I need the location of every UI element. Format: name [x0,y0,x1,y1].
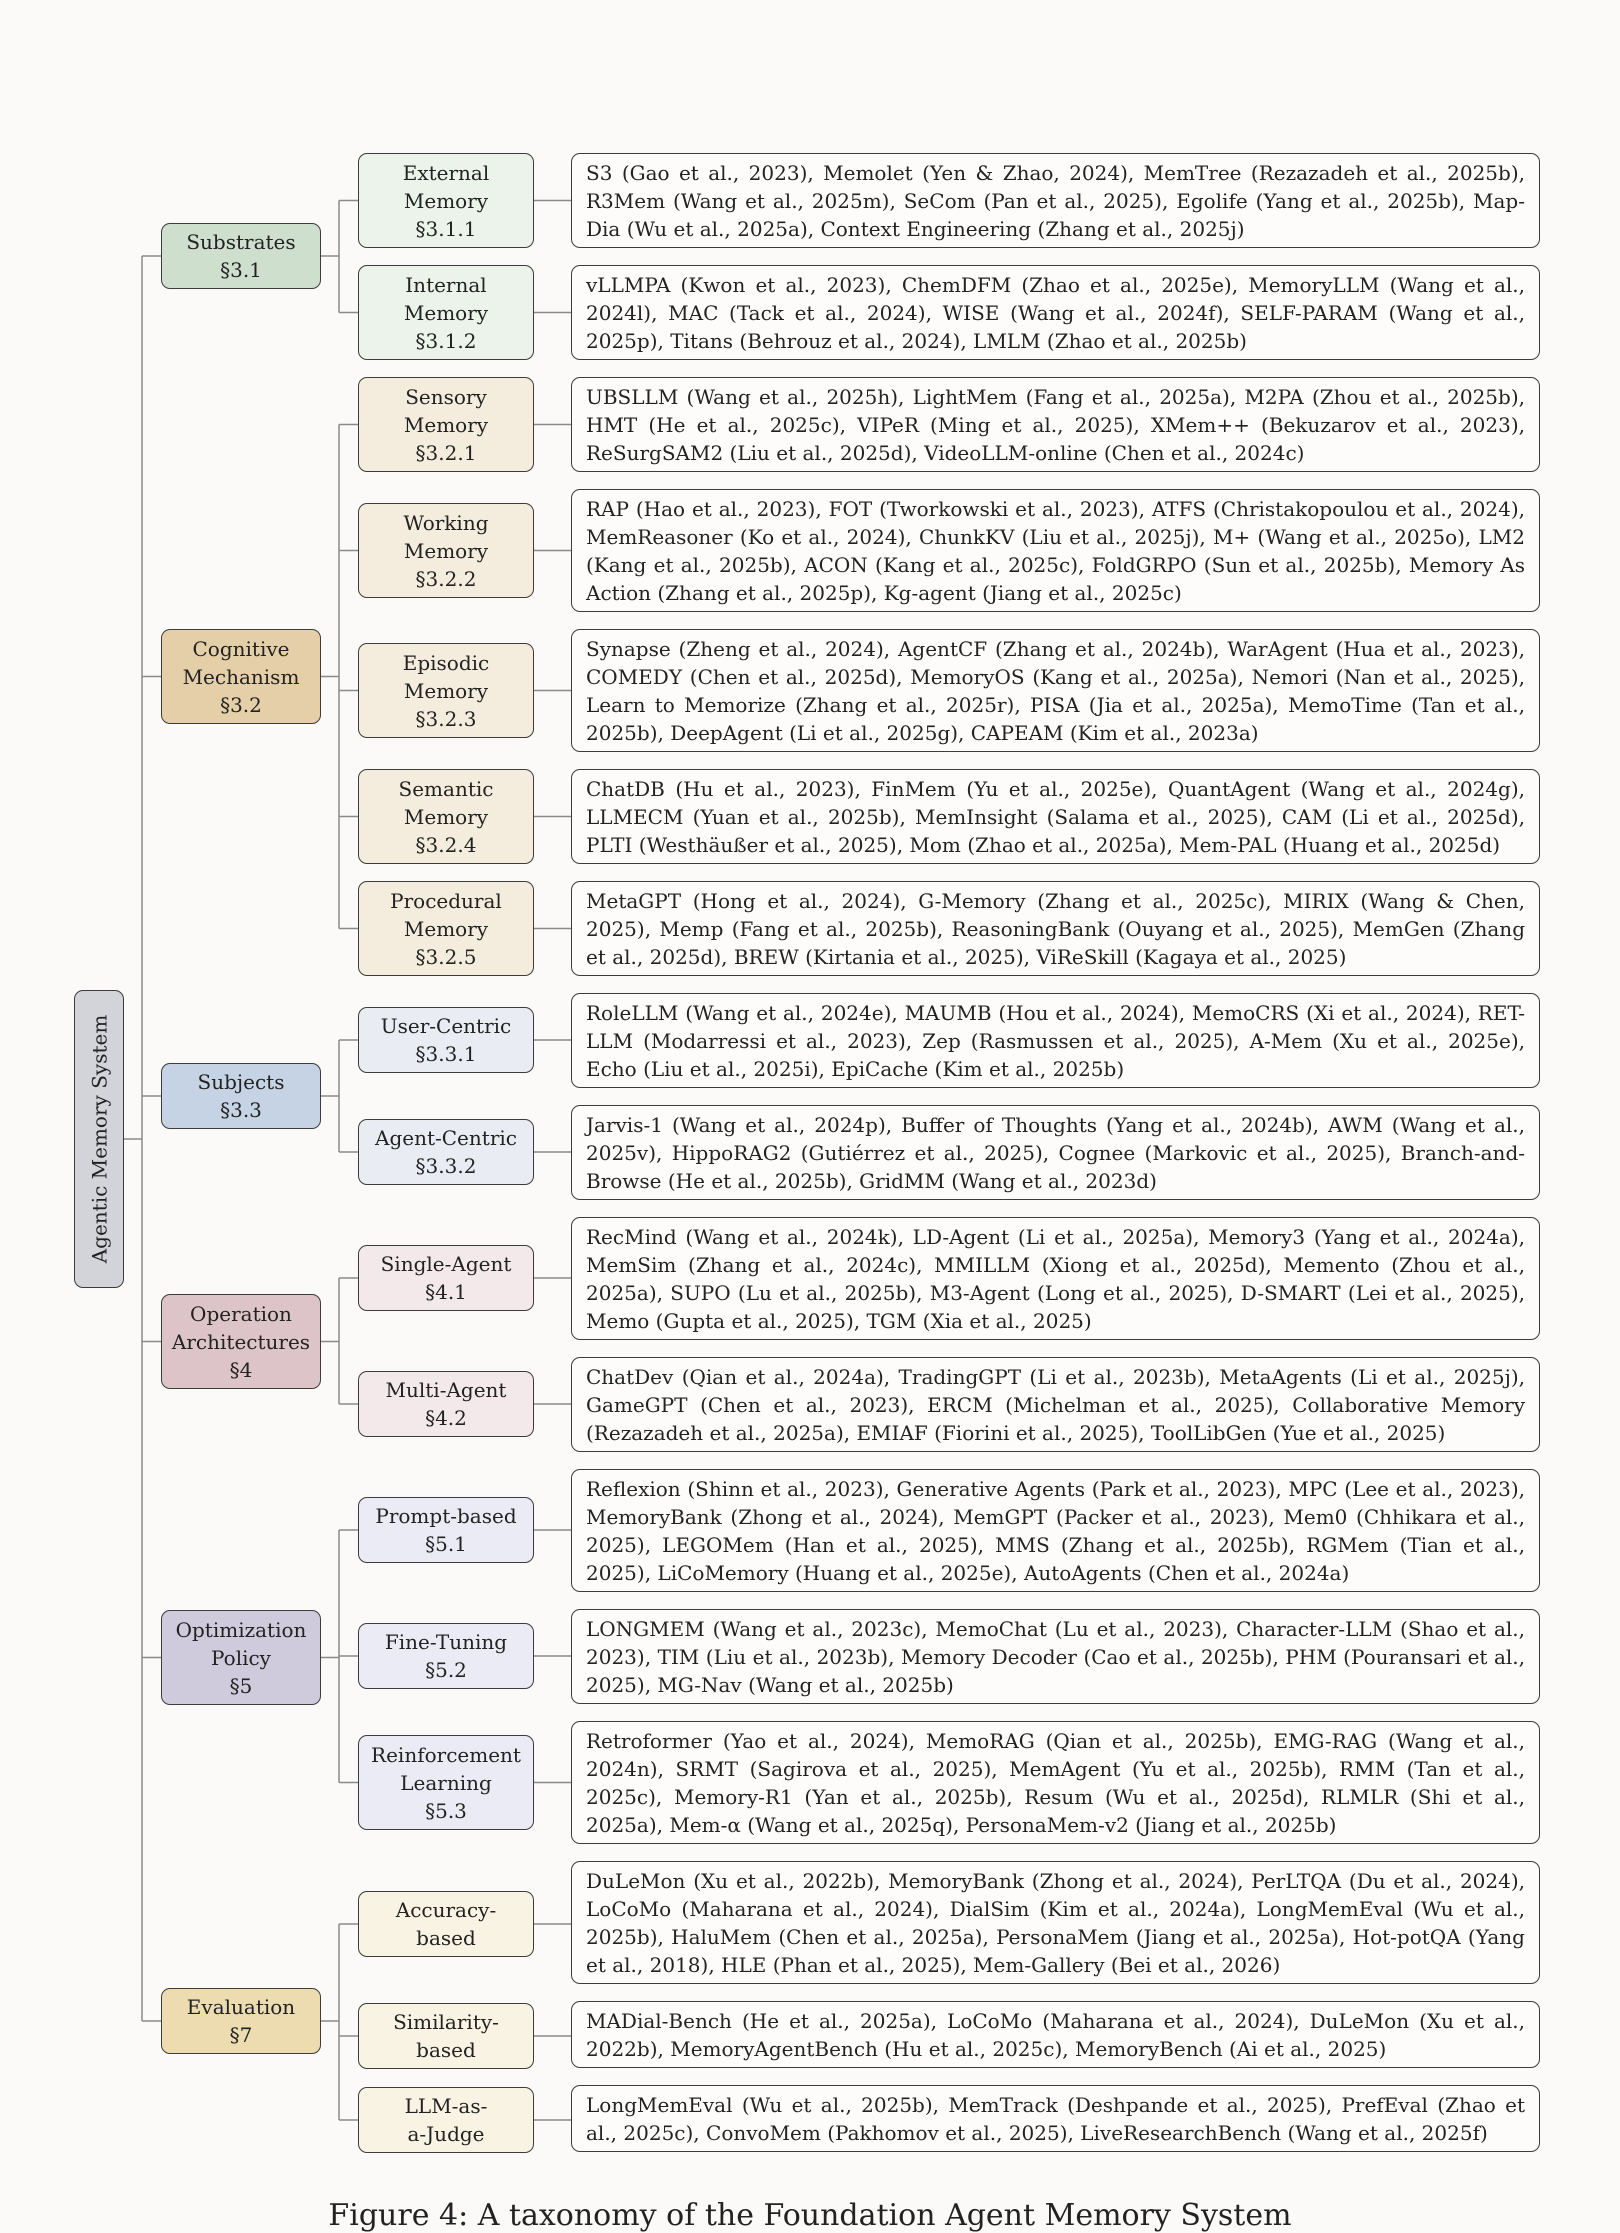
category-evaluation [161,1988,321,2054]
reference-text: RoleLLM (Wang et al., 2024e), MAUMB (Hou et al., 2024), MemoCRS (Xi et al., 2024), RET-LLM (Modarressi et al., 2023), Zep (Rasmussen et al., 2025), A-Mem (Xu et al., 2025e), Echo (Liu et al., 2025i), EpiCache (Kim et al., 2025b) [586,1000,1525,1081]
figure-caption: Figure 4: A taxonomy of the Foundation Agent Memory System [328,2198,1292,2233]
subcategory-user-centric [358,1007,534,1073]
reference-list-reinforcement-learning [571,1721,1540,1844]
reference-list-episodic-memory [571,629,1540,752]
reference-text: MADial-Bench (He et al., 2025a), LoCoMo (Maharana et al., 2024), DuLeMon (Xu et al., 2022b), MemoryAgentBench (Hu et al., 2025c), MemoryBench (Ai et al., 2025) [586,2008,1525,2061]
subcategory-procedural-memory [358,881,534,976]
reference-list-working-memory [571,489,1540,612]
category-label: Operation Architectures §4 [171,1301,311,1382]
reference-list-fine-tuning [571,1609,1540,1704]
subcategory-label: External Memory §3.1.1 [402,160,490,241]
reference-text: Synapse (Zheng et al., 2024), AgentCF (Zhang et al., 2024b), WarAgent (Hua et al., 2023), COMEDY (Chen et al., 2025d), MemoryOS (Kang et al., 2025a), Nemori (Nan et al., 2025), Learn to Memorize (Zhang et al., 2025r), PISA (Jia et al., 2025a), MemoTime (Tan et al., 2025b), DeepAgent (Li et al., 2025g), CAPEAM (Kim et al., 2023a) [586,636,1525,745]
reference-list-external-memory [571,153,1540,248]
subcategory-sensory-memory [358,377,534,472]
subcategory-label: Similarity- based [393,2010,499,2062]
category-subjects [161,1063,321,1129]
reference-text: Retroformer (Yao et al., 2024), MemoRAG (Qian et al., 2025b), EMG-RAG (Wang et al., 2024n), SRMT (Sagirova et al., 2025), MemAgent (Yu et al., 2025b), RMM (Tan et al., 2025c), Memory-R1 (Yan et al., 2025b), Resum (Wu et al., 2025d), RLMLR (Shi et al., 2025a), Mem-α (Wang et al., 2025q), PersonaMem-v2 (Jiang et al., 2025b) [586,1728,1525,1837]
subcategory-label: Accuracy- based [395,1898,497,1950]
subcategory-label: Agent-Centric §3.3.2 [375,1126,517,1178]
reference-list-agent-centric [571,1105,1540,1200]
category-label: Subjects §3.3 [197,1070,285,1122]
subcategory-fine-tuning [358,1623,534,1689]
reference-text: RecMind (Wang et al., 2024k), LD-Agent (Li et al., 2025a), Memory3 (Yang et al., 2024a), MemSim (Zhang et al., 2024c), MMILLM (Xiong et al., 2025d), Memento (Zhou et al., 2025a), SUPO (Lu et al., 2025b), M3-Agent (Long et al., 2025), D-SMART (Lei et al., 2025), Memo (Gupta et al., 2025), TGM (Xia et al., 2025) [586,1224,1525,1333]
reference-list-user-centric [571,993,1540,1088]
reference-text: vLLMPA (Kwon et al., 2023), ChemDFM (Zhao et al., 2025e), MemoryLLM (Wang et al., 2024l), MAC (Tack et al., 2024), WISE (Wang et al., 2024f), SELF-PARAM (Wang et al., 2025p), Titans (Behrouz et al., 2024), LMLM (Zhao et al., 2025b) [586,272,1525,353]
subcategory-working-memory [358,503,534,598]
reference-text: Jarvis-1 (Wang et al., 2024p), Buffer of Thoughts (Yang et al., 2024b), AWM (Wang et al., 2025v), HippoRAG2 (Gutiérrez et al., 2025), Cognee (Markovic et al., 2025), Branch-and-Browse (He et al., 2025b), GridMM (Wang et al., 2023d) [586,1112,1525,1193]
subcategory-label: Semantic Memory §3.2.4 [398,776,494,857]
subcategory-label: Sensory Memory §3.2.1 [403,384,489,465]
subcategory-llm-as-a-judge [358,2087,534,2153]
category-optimization-policy [161,1610,321,1705]
category-label: Cognitive Mechanism §3.2 [182,636,300,717]
category-cognitive-mechanism [161,629,321,724]
reference-text: LONGMEM (Wang et al., 2023c), MemoChat (Lu et al., 2023), Character-LLM (Shao et al., 2023), TIM (Liu et al., 2023b), Memory Decoder (Cao et al., 2025b), PHM (Pouransari et al., 2025), MG-Nav (Wang et al., 2025b) [586,1616,1525,1697]
subcategory-label: Internal Memory §3.1.2 [403,272,489,353]
subcategory-prompt-based [358,1497,534,1563]
category-label: Evaluation §7 [186,1995,296,2047]
category-label: Optimization Policy §5 [175,1617,307,1698]
subcategory-episodic-memory [358,643,534,738]
reference-text: UBSLLM (Wang et al., 2025h), LightMem (Fang et al., 2025a), M2PA (Zhou et al., 2025b), HMT (He et al., 2025c), VIPeR (Ming et al., 2025), XMem++ (Bekuzarov et al., 2023), ReSurgSAM2 (Liu et al., 2025d), VideoLLM-online (Chen et al., 2024c) [586,384,1525,465]
reference-text: DuLeMon (Xu et al., 2022b), MemoryBank (Zhong et al., 2024), PerLTQA (Du et al., 2024), LoCoMo (Maharana et al., 2024), DialSim (Kim et al., 2024a), LongMemEval (Wu et al., 2025b), HaluMem (Chen et al., 2025a), PersonaMem (Jiang et al., 2025a), Hot-potQA (Yang et al., 2018), HLE (Phan et al., 2025), Mem-Gallery (Bei et al., 2026) [586,1868,1525,1977]
subcategory-accuracy-based [358,1891,534,1957]
subcategory-label: Prompt-based §5.1 [375,1504,517,1556]
reference-list-procedural-memory [571,881,1540,976]
reference-text: ChatDev (Qian et al., 2024a), TradingGPT (Li et al., 2023b), MetaAgents (Li et al., 2025j), GameGPT (Chen et al., 2023), ERCM (Michelman et al., 2025), Collaborative Memory (Rezazadeh et al., 2025a), EMIAF (Fiorini et al., 2025), ToolLibGen (Yue et al., 2025) [586,1364,1525,1445]
subcategory-multi-agent [358,1371,534,1437]
subcategory-label: LLM-as- a-Judge [404,2094,488,2146]
subcategory-label: Working Memory §3.2.2 [403,510,489,591]
reference-list-single-agent [571,1217,1540,1340]
category-substrates [161,223,321,289]
reference-list-similarity-based [571,2001,1540,2068]
category-label: Substrates §3.1 [186,230,296,282]
reference-text: ChatDB (Hu et al., 2023), FinMem (Yu et al., 2025e), QuantAgent (Wang et al., 2024g), LLMECM (Yuan et al., 2025b), MemInsight (Salama et al., 2025), CAM (Li et al., 2025d), PLTI (Westhäußer et al., 2025), Mom (Zhao et al., 2025a), Mem-PAL (Huang et al., 2025d) [586,776,1525,857]
reference-text: S3 (Gao et al., 2023), Memolet (Yen & Zhao, 2024), MemTree (Rezazadeh et al., 2025b), R3Mem (Wang et al., 2025m), SeCom (Pan et al., 2025), Egolife (Yang et al., 2025b), Map-Dia (Wu et al., 2025a), Context Engineering (Zhang et al., 2025j) [586,160,1525,241]
reference-list-sensory-memory [571,377,1540,472]
reference-list-internal-memory [571,265,1540,360]
subcategory-single-agent [358,1245,534,1311]
reference-list-semantic-memory [571,769,1540,864]
reference-list-prompt-based [571,1469,1540,1592]
subcategory-reinforcement-learning [358,1735,534,1830]
subcategory-label: Reinforcement Learning §5.3 [371,1742,521,1823]
category-operation-architectures [161,1294,321,1389]
subcategory-label: Episodic Memory §3.2.3 [402,650,490,731]
reference-text: RAP (Hao et al., 2023), FOT (Tworkowski et al., 2023), ATFS (Christakopoulou et al., 2024), MemReasoner (Ko et al., 2024), ChunkKV (Liu et al., 2025j), M+ (Wang et al., 2025o), LM2 (Kang et al., 2025b), ACON (Kang et al., 2025c), FoldGRPO (Sun et al., 2025b), Memory As Action (Zhang et al., 2025p), Kg-agent (Jiang et al., 2025c) [586,496,1525,605]
subcategory-label: Multi-Agent §4.2 [385,1378,507,1430]
subcategory-similarity-based [358,2003,534,2069]
root-node [74,990,124,1288]
reference-text: Reflexion (Shinn et al., 2023), Generative Agents (Park et al., 2023), MPC (Lee et al., 2023), MemoryBank (Zhong et al., 2024), MemGPT (Packer et al., 2023), Mem0 (Chhikara et al., 2025), LEGOMem (Han et al., 2025), MMS (Zhang et al., 2025b), RGMem (Tian et al., 2025), LiCoMemory (Huang et al., 2025e), AutoAgents (Chen et al., 2024a) [586,1476,1525,1585]
subcategory-agent-centric [358,1119,534,1185]
reference-text: MetaGPT (Hong et al., 2024), G-Memory (Zhang et al., 2025c), MIRIX (Wang & Chen, 2025), Memp (Fang et al., 2025b), ReasoningBank (Ouyang et al., 2025), MemGen (Zhang et al., 2025d), BREW (Kirtania et al., 2025), ViReSkill (Kagaya et al., 2025) [586,888,1525,969]
subcategory-label: Single-Agent §4.1 [380,1252,512,1304]
subcategory-label: User-Centric §3.3.1 [380,1014,512,1066]
reference-list-llm-as-a-judge [571,2085,1540,2152]
reference-list-multi-agent [571,1357,1540,1452]
reference-text: LongMemEval (Wu et al., 2025b), MemTrack (Deshpande et al., 2025), PrefEval (Zhao et al., 2025c), ConvoMem (Pakhomov et al., 2025), LiveResearchBench (Wang et al., 2025f) [586,2092,1525,2145]
reference-list-accuracy-based [571,1861,1540,1984]
subcategory-external-memory [358,153,534,248]
subcategory-label: Procedural Memory §3.2.5 [390,888,502,969]
subcategory-label: Fine-Tuning §5.2 [384,1630,508,1682]
subcategory-semantic-memory [358,769,534,864]
subcategory-internal-memory [358,265,534,360]
root-label: Agentic Memory System [87,1014,111,1264]
